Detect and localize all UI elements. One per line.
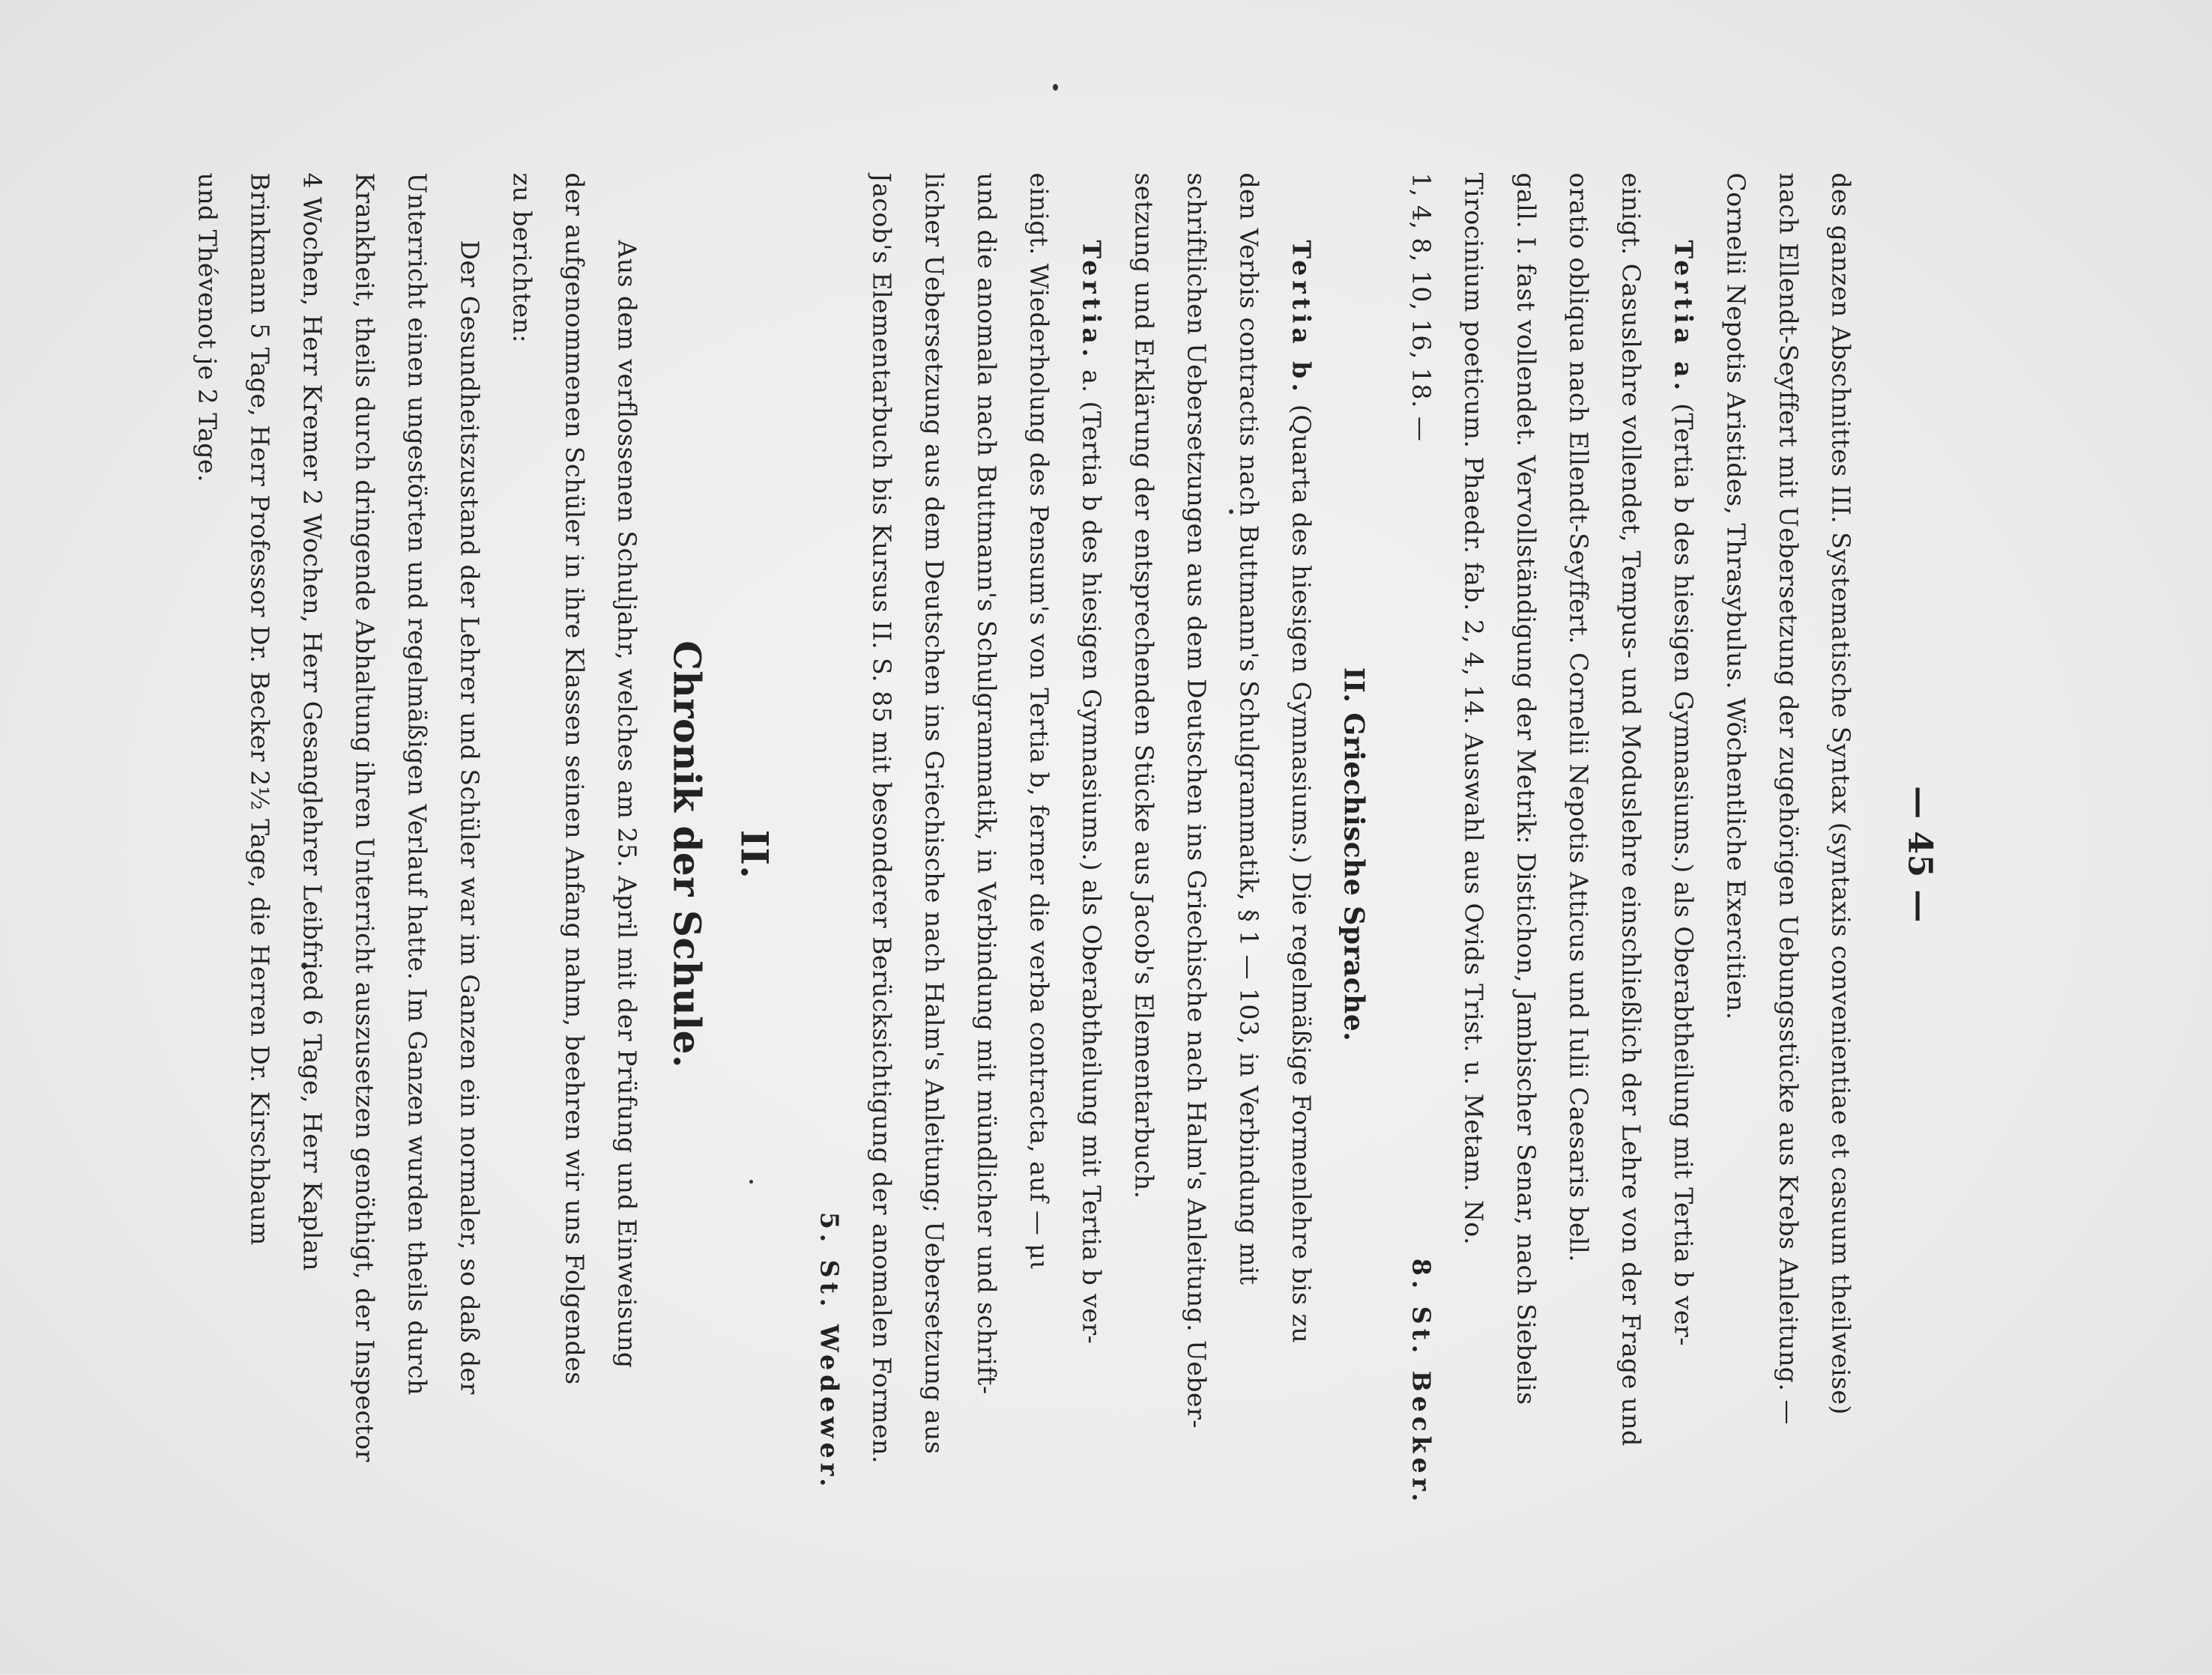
text-line: oratio obliqua nach Ellendt-Seyffert. Cornelii Nepotis Atticus und Iulii Caesaris bell. <box>1564 172 1594 1263</box>
class-label: Tertia a. <box>1669 240 1699 396</box>
text-line: des ganzen Abschnittes III. Systematische Syntax (syntaxis convenientiae et casuum theilweise) <box>1826 172 1856 1415</box>
text-line <box>1066 173 1118 1536</box>
text-line: Der Gesundheitszustand der Lehrer und Schüler war im Ganzen ein normaler, so daß der <box>455 240 485 1395</box>
chronik-intro-paragraph <box>496 173 653 1536</box>
tertia-a-latin-paragraph <box>1395 173 1710 1536</box>
teacher-signature: 8. St. Becker. <box>1406 1258 1436 1506</box>
text-line: schriftlichen Uebersetzungen aus dem Deutschen ins Griechische nach Halm's Anleitung. Ueber- <box>1182 172 1212 1429</box>
text-line <box>1658 173 1710 1536</box>
text-line: und Thévenot je 2 Tage. <box>193 172 223 482</box>
class-label: Tertia b. <box>1287 240 1317 396</box>
text-line: einigt. Wiederholung des Pensum's von Tertia b, ferner die verba contracta, auf — μι <box>1024 172 1054 1270</box>
rotated-document-page <box>0 1 2212 1675</box>
text-line: Tirocinium poeticum. Phaedr. fab. 2, 4, 14. Auswahl aus Ovids Trist. u. Metam. No. <box>1459 172 1489 1246</box>
text-line: licher Uebersetzung aus dem Deutschen ins Griechische nach Halm's Anleitung; Uebersetzung aus <box>919 172 949 1455</box>
tertia-a-greek-paragraph <box>803 173 1118 1536</box>
chapter-title: Chronik der Schule. <box>665 640 710 1068</box>
text-span: 1, 4, 8, 10, 16, 18. — <box>1406 172 1436 442</box>
text-line: nach Ellendt-Seyffert mit Uebersetzung der zugehörigen Uebungsstücke aus Krebs Anleitung. — <box>1774 172 1804 1426</box>
text-line: und die anomala nach Buttmann's Schulgrammatik, in Verbindung mit mündlicher und schrift- <box>972 172 1002 1395</box>
text-line: Cornelii Nepotis Aristides, Thrasybulus. Wöchentliche Exercitien. <box>1721 172 1751 1020</box>
section-continuation <box>1710 173 1867 1536</box>
text-line: Jacob's Elementarbuch bis Kursus II. S. 85 mit besonderer Berücksichtigung der anomalen Formen. <box>867 172 897 1464</box>
text-line: setzung und Erklärung der entsprechenden Stücke aus Jacob's Elementarbuch. <box>1129 172 1159 1199</box>
text-span: (Quarta des hiesigen Gymnasiums.) Die regelmäßige Formenlehre bis zu <box>1287 404 1317 1344</box>
text-line: 4 Wochen, Herr Kremer 2 Wochen, Herr Gesanglehrer Leibfried 6 Tage, Herr Kaplan <box>297 172 327 1271</box>
teacher-signature: 5. St. Wedewer. <box>815 1211 844 1491</box>
text-line: Krankheit, theils durch dringende Abhaltung ihren Unterricht auszusetzen genöthigt, der Inspector <box>350 172 380 1463</box>
text-line: Unterricht einen ungestörten und regelmäßigen Verlauf hatte. Im Ganzen wurden theils durch <box>402 172 432 1396</box>
text-line <box>1395 173 1448 1536</box>
text-line: Aus dem verflossenen Schuljahr, welches am 25. April mit der Prüfung und Einweisung <box>612 240 642 1369</box>
text-line: einigt. Casuslehre vollendet, Tempus- und Moduslehre einschließlich der Lehre von der Frage und <box>1616 172 1646 1447</box>
text-line <box>1275 173 1328 1536</box>
text-line: der aufgenommenen Schüler in ihre Klassen seinen Anfang nahm, beehren wir uns Folgendes <box>560 172 590 1385</box>
text-span: a. (Tertia b des hiesigen Gymnasiums.) als Oberabtheilung mit Tertia b ver- <box>1077 369 1107 1345</box>
text-span: (Tertia b des hiesigen Gymnasiums.) als Oberabtheilung mit Tertia b ver- <box>1669 403 1699 1347</box>
text-line: Brinkmann 5 Tage, Herr Professor Dr. Becker 2½ Tage, die Herren Dr. Kirschbaum <box>245 172 275 1246</box>
page-number: — 45 — <box>1900 786 1939 923</box>
page-content <box>181 173 1942 1536</box>
text-line: den Verbis contractis nach Buttmann's Schulgrammatik, § 1 — 103, in Verbindung mit <box>1234 172 1264 1285</box>
chronik-health-paragraph <box>181 173 496 1536</box>
text-line: zu berichten: <box>507 172 537 344</box>
text-line: gall. I. fast vollendet. Vervollständigung der Metrik: Distichon, Jambischer Senar, nach Siebelis <box>1511 172 1541 1405</box>
chapter-numeral: II. <box>732 829 777 879</box>
class-label: Tertia. <box>1077 240 1107 362</box>
tertia-b-greek-paragraph <box>1118 173 1328 1536</box>
greek-section-heading: II. Griechische Sprache. <box>1338 667 1370 1042</box>
